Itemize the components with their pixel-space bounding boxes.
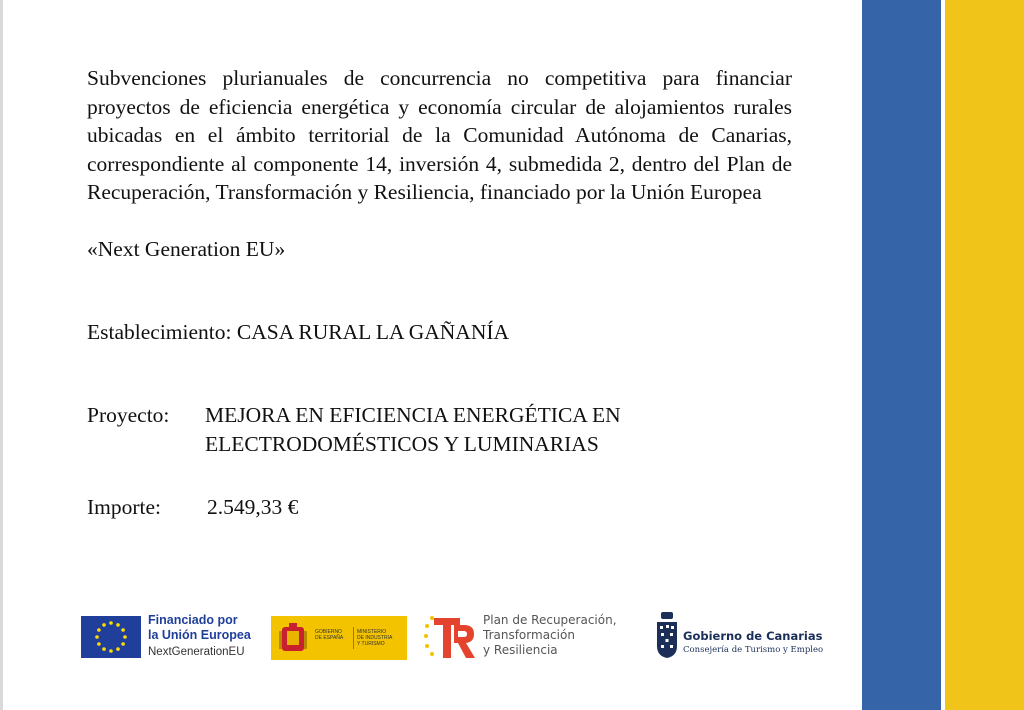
blue-stripe bbox=[862, 0, 941, 710]
establishment-label: Establecimiento: bbox=[87, 320, 232, 344]
spain-coat-of-arms-icon bbox=[279, 621, 307, 655]
amount-label: Importe: bbox=[87, 495, 162, 519]
eu-flag-icon bbox=[81, 616, 141, 658]
gobierno-espana-line-1: GOBIERNO bbox=[315, 629, 342, 635]
gobierno-espana-logo bbox=[271, 616, 407, 660]
ministerio-line-1: MINISTERIO bbox=[357, 629, 387, 635]
prtr-line-1: Plan de Recuperación, bbox=[483, 613, 617, 627]
canarias-line-1: Gobierno de Canarias bbox=[683, 629, 823, 643]
gobierno-espana-divider bbox=[353, 627, 354, 649]
project-label: Proyecto: bbox=[87, 403, 170, 427]
prtr-logo-icon bbox=[424, 612, 478, 660]
gobierno-espana-line-2: DE ESPAÑA bbox=[315, 635, 344, 641]
canarias-coat-of-arms-icon bbox=[655, 612, 679, 658]
project-value-line-1: MEJORA EN EFICIENCIA ENERGÉTICA EN bbox=[205, 403, 621, 427]
establishment-value: CASA RURAL LA GAÑANÍA bbox=[236, 320, 510, 344]
establishment-line bbox=[87, 318, 509, 346]
intro-paragraph: Subvenciones plurianuales de concurrencia no competitiva para financiar proyectos de eficiencia energética y economía circular de alojamientos rurales ubicadas en el ámbito territorial de la Comunidad Autónoma de Canarias, correspondiente al componente 14, inversión 4, submedida 2, dentro del Plan de Recuperación, Transformación y Resiliencia, financiado por la Unión Europea bbox=[87, 66, 792, 204]
ministerio-line-2: DE INDUSTRIA bbox=[357, 635, 393, 641]
ministerio-line-3: Y TURISMO bbox=[357, 641, 385, 647]
eu-line-2: la Unión Europea bbox=[148, 628, 251, 642]
eu-line-1: Financiado por bbox=[148, 613, 238, 627]
eu-line-3: NextGenerationEU bbox=[148, 646, 245, 658]
prtr-line-2: Transformación bbox=[483, 628, 575, 642]
yellow-stripe bbox=[945, 0, 1024, 710]
amount-value: 2.549,33 € bbox=[207, 495, 299, 519]
canarias-line-2: Consejería de Turismo y Empleo bbox=[683, 645, 824, 655]
page-edge bbox=[0, 0, 3, 710]
intro-paragraph-last-line: «Next Generation EU» bbox=[87, 237, 286, 261]
project-value-line-2: ELECTRODOMÉSTICOS Y LUMINARIAS bbox=[205, 432, 599, 456]
prtr-line-3: y Resiliencia bbox=[483, 643, 558, 657]
